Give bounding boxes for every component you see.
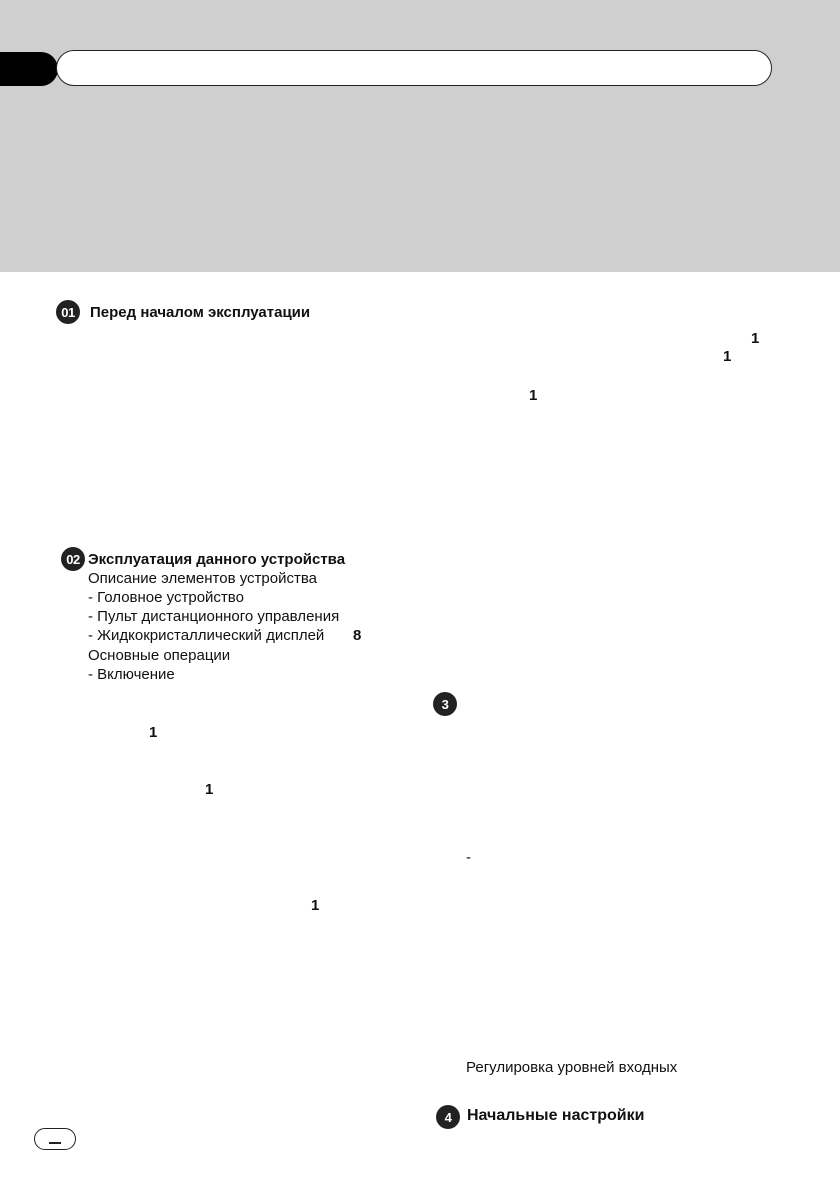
toc-entry[interactable]: Описание элементов устройства: [88, 570, 317, 587]
page-number: 1: [311, 897, 320, 914]
page-number: 8: [353, 627, 362, 644]
toc-entry[interactable]: - Пульт дистанционного управления: [88, 608, 340, 625]
page-marker-dash: [49, 1142, 61, 1144]
section-02-title[interactable]: Эксплуатация данного устройства: [88, 551, 346, 568]
chapter-tab: [0, 52, 58, 86]
page-number: 1: [205, 781, 214, 798]
header-title-bar: [56, 50, 772, 86]
page-number: 1: [149, 724, 158, 741]
section-01-title[interactable]: Перед началом эксплуатации: [90, 304, 311, 321]
page-number: 1: [529, 387, 538, 404]
section-4-badge: 4: [436, 1105, 460, 1129]
page-marker: [34, 1128, 76, 1150]
toc-entry[interactable]: - Включение: [88, 666, 175, 683]
header-band: [0, 0, 840, 272]
page-number: 1: [751, 330, 760, 347]
toc-entry[interactable]: - Головное устройство: [88, 589, 244, 606]
dash-marker: -: [466, 849, 471, 866]
section-01-badge: 01: [56, 300, 80, 324]
section-02-badge: 02: [61, 547, 85, 571]
toc-entry[interactable]: Основные операции: [88, 647, 231, 664]
section-4-title[interactable]: Начальные настройки: [467, 1107, 645, 1124]
page-number: 1: [723, 348, 732, 365]
toc-entry[interactable]: Регулировка уровней входных: [466, 1059, 678, 1076]
toc-entry[interactable]: - Жидкокристаллический дисплей: [88, 627, 325, 644]
section-3-badge: 3: [433, 692, 457, 716]
